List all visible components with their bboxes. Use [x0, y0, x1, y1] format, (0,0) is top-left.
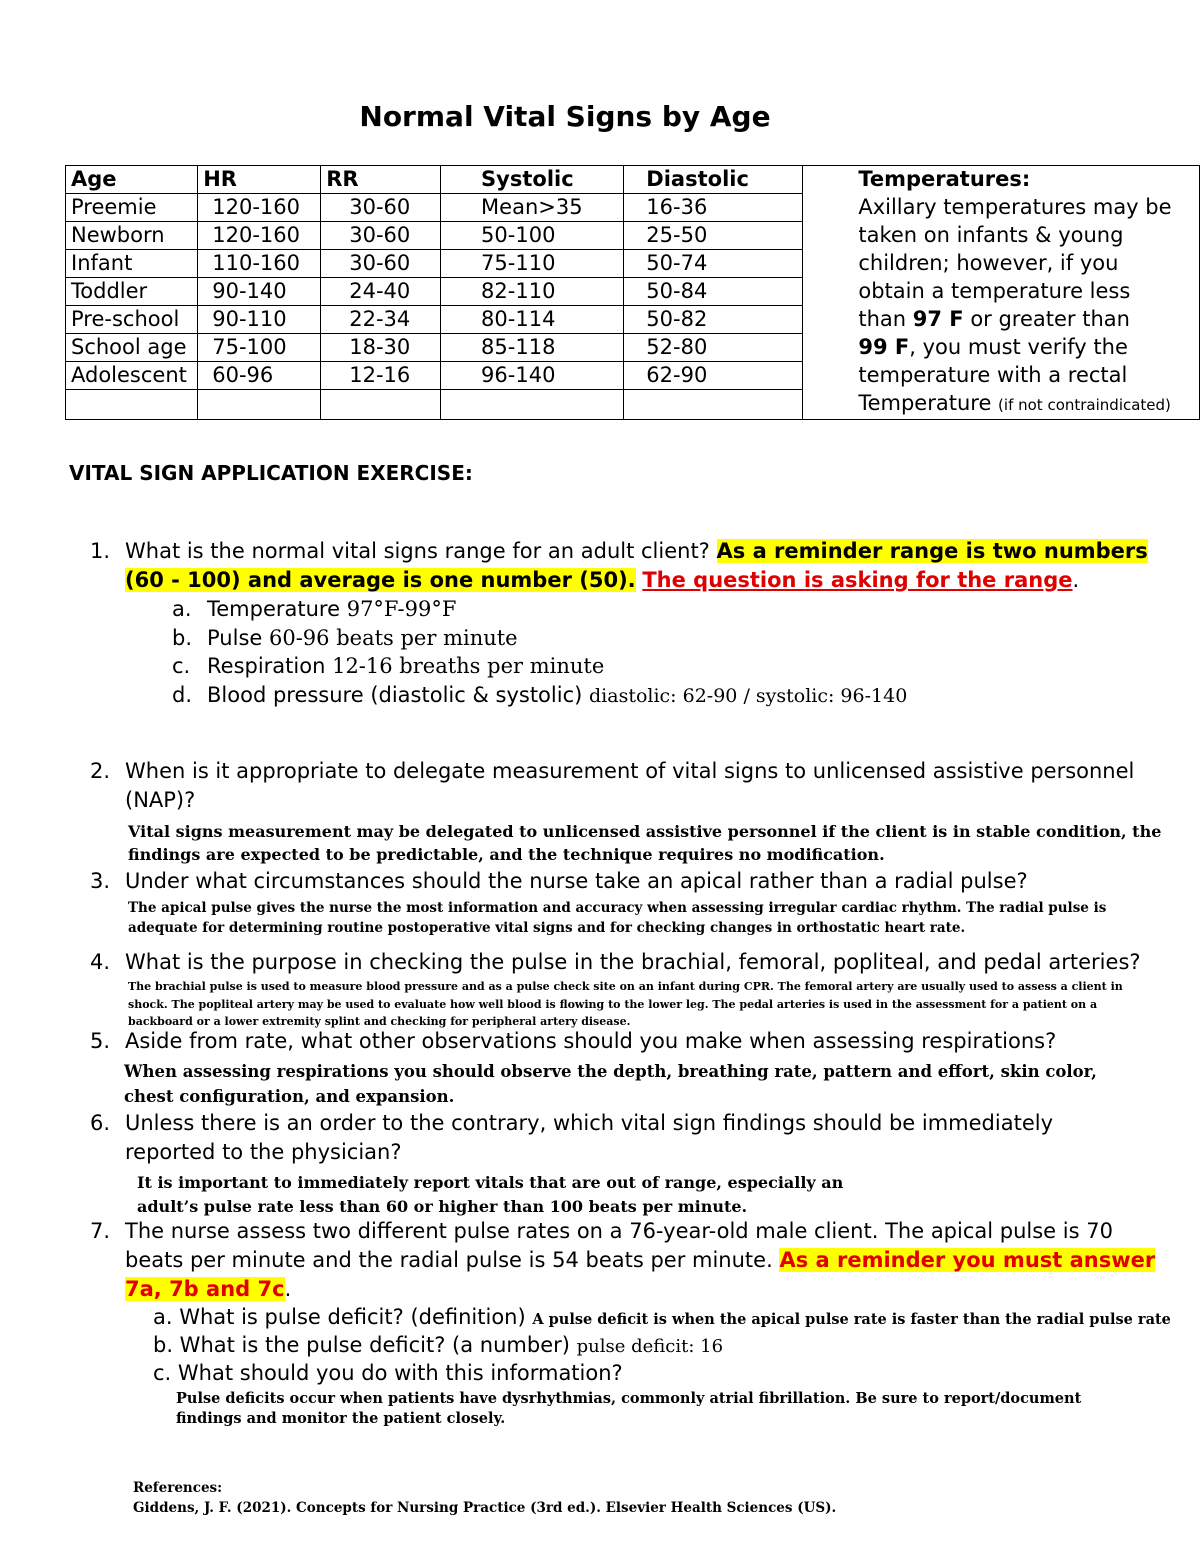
table-row: [66, 250, 1200, 278]
cell-diastolic: 50-82: [624, 306, 803, 334]
item-label: b.: [172, 626, 193, 650]
cell-temperature-note: taken on infants & young: [803, 222, 1200, 250]
answer-line: When assessing respirations you should observe the depth, breathing rate, pattern and effort, skin color,: [124, 1062, 1097, 1081]
question-text: [125, 1217, 1155, 1304]
period: .: [1072, 568, 1080, 592]
cell-hr: 120-160: [198, 222, 321, 250]
cell-hr: 90-110: [198, 306, 321, 334]
list-item: [172, 681, 908, 710]
cell-diastolic: 50-74: [624, 250, 803, 278]
table-row: [66, 390, 1200, 420]
temp-text: Temperature: [858, 390, 999, 415]
question-line: What is the purpose in checking the pulse in the brachial, femoral, popliteal, and pedal arteries?: [125, 950, 1141, 974]
answer-7c: [176, 1389, 1081, 1429]
question-number: 6.: [89, 1111, 110, 1135]
page-title: Normal Vital Signs by Age: [359, 100, 771, 133]
cell-rr: 24-40: [321, 278, 441, 306]
list-item: [153, 1331, 723, 1361]
temp-text: , you must verify the: [909, 335, 1128, 359]
question-text: [125, 537, 1148, 595]
question-line: When is it appropriate to delegate measurement of vital signs to unlicensed assistive personnel: [125, 759, 1135, 783]
list-item: [172, 624, 518, 653]
item-answer: A pulse deficit is when the apical pulse rate is faster than the radial pulse rate: [532, 1311, 1171, 1328]
cell-diastolic: 62-90: [624, 362, 803, 390]
question-line: beats per minute and the radial pulse is 54 beats per minute.: [125, 1248, 780, 1272]
table-row: [66, 278, 1200, 306]
table-row: [66, 334, 1200, 362]
cell-temperature-note: Axillary temperatures may be: [803, 194, 1200, 222]
question-number: 5.: [89, 1029, 110, 1053]
item-text: Blood pressure (diastolic & systolic): [207, 683, 589, 707]
answer-line: Pulse deficits occur when patients have dysrhythmias, commonly atrial fibrillation. Be sure to report/document: [176, 1390, 1082, 1407]
question-line: (NAP)?: [125, 788, 196, 812]
references-heading: References:: [133, 1480, 223, 1496]
table-header-row: [66, 166, 1200, 194]
cell-age: Preemie: [66, 194, 198, 222]
item-label: a.: [172, 597, 192, 621]
cell-temperature-note: [803, 390, 1200, 420]
references: [133, 1478, 836, 1518]
temp-footnote: (if not contraindicated): [998, 395, 1171, 414]
cell-diastolic: 50-84: [624, 278, 803, 306]
table-row: [66, 222, 1200, 250]
cell-age: School age: [66, 334, 198, 362]
question-text: [125, 867, 1028, 896]
question-number: 3.: [89, 869, 110, 893]
cell-systolic: 82-110: [441, 278, 624, 306]
answer-2: [128, 820, 1161, 866]
cell-empty: [624, 390, 803, 420]
cell-rr: 30-60: [321, 194, 441, 222]
cell-hr: 60-96: [198, 362, 321, 390]
item-answer: 97°F-99°F: [346, 597, 457, 621]
cell-empty: [198, 390, 321, 420]
question-text: [125, 1027, 1056, 1056]
item-text: a. What is pulse deficit? (definition): [153, 1305, 533, 1329]
cell-empty: [321, 390, 441, 420]
answer-line: Vital signs measurement may be delegated to unlicensed assistive personnel if the client is in stable condition, the: [128, 822, 1162, 841]
question-line: Unless there is an order to the contrary, which vital sign findings should be immediately: [125, 1111, 1054, 1135]
item-text: Pulse: [207, 626, 269, 650]
answer-line: adequate for determining routine postoperative vital signs and for checking changes in orthostatic heart rate.: [128, 920, 966, 936]
cell-age: Infant: [66, 250, 198, 278]
answer-line: The brachial pulse is used to measure blood pressure and as a pulse check site on an infant during CPR. The femoral artery are usually used to assess a client in: [128, 980, 1123, 993]
answer-line: chest configuration, and expansion.: [124, 1087, 455, 1106]
answer-line: adult’s pulse rate less than 60 or higher than 100 beats per minute.: [137, 1197, 748, 1216]
cell-empty: [66, 390, 198, 420]
answer-4: [128, 978, 1123, 1031]
question-text: [125, 1109, 1053, 1167]
cell-temperature-note: temperature with a rectal: [803, 362, 1200, 390]
cell-rr: 18-30: [321, 334, 441, 362]
item-label: d.: [172, 683, 193, 707]
answer-line: findings and monitor the patient closely.: [176, 1410, 506, 1427]
cell-age: Toddler: [66, 278, 198, 306]
cell-systolic: 75-110: [441, 250, 624, 278]
list-item: [172, 652, 605, 681]
item-answer: 12-16 breaths per minute: [332, 654, 605, 678]
cell-temperature-note: [803, 334, 1200, 362]
cell-age: Pre-school: [66, 306, 198, 334]
question-number: 2.: [89, 759, 110, 783]
cell-rr: 30-60: [321, 250, 441, 278]
header-rr: RR: [321, 166, 441, 194]
table-row: [66, 306, 1200, 334]
cell-hr: 120-160: [198, 194, 321, 222]
question-number: 7.: [89, 1219, 110, 1243]
answer-5: [124, 1059, 1097, 1109]
question-line: The nurse assess two different pulse rates on a 76-year-old male client. The apical pulse is 70: [125, 1219, 1113, 1243]
item-label: c.: [172, 654, 191, 678]
cell-hr: 75-100: [198, 334, 321, 362]
cell-diastolic: 25-50: [624, 222, 803, 250]
item-answer: 60-96 beats per minute: [268, 626, 518, 650]
item-answer: pulse deficit: 16: [576, 1336, 724, 1357]
list-item: [153, 1303, 1171, 1334]
item-text: c. What should you do with this information?: [153, 1361, 623, 1385]
question-line: Aside from rate, what other observations should you make when assessing respirations?: [125, 1029, 1057, 1053]
section-title: VITAL SIGN APPLICATION EXERCISE:: [69, 461, 473, 485]
question-number: 4.: [89, 950, 110, 974]
question-number: 1.: [89, 539, 110, 563]
temp-threshold-high: 99 F: [858, 335, 910, 359]
cell-systolic: 50-100: [441, 222, 624, 250]
period: .: [284, 1277, 292, 1301]
cell-systolic: 85-118: [441, 334, 624, 362]
temp-text: than: [858, 307, 913, 331]
cell-temperature-note: children; however, if you: [803, 250, 1200, 278]
header-age: Age: [66, 166, 198, 194]
vital-signs-table: [65, 165, 1200, 420]
question-text: [125, 948, 1141, 977]
reminder-highlight: 7a, 7b and 7c: [125, 1277, 285, 1301]
list-item: [172, 595, 457, 624]
table-row: [66, 362, 1200, 390]
item-answer: diastolic: 62-90 / systolic: 96-140: [589, 685, 908, 707]
answer-3: [128, 898, 1106, 938]
answer-line: backboard or a lower extremity splint and checking for peripheral artery disease.: [128, 1015, 631, 1028]
reminder-highlight: As a reminder range is two numbers: [716, 539, 1148, 563]
question-line: reported to the physician?: [125, 1140, 402, 1164]
temp-text: or greater than: [963, 307, 1130, 331]
range-note: The question is asking for the range: [642, 568, 1073, 592]
list-item: [153, 1359, 623, 1388]
cell-hr: 90-140: [198, 278, 321, 306]
header-diastolic: Diastolic: [624, 166, 803, 194]
cell-temperature-note: obtain a temperature less: [803, 278, 1200, 306]
header-temperatures: Temperatures:: [803, 166, 1200, 194]
cell-rr: 30-60: [321, 222, 441, 250]
cell-diastolic: 52-80: [624, 334, 803, 362]
reminder-highlight: (60 - 100) and average is one number (50).: [125, 568, 636, 592]
temp-threshold-low: 97 F: [912, 307, 964, 331]
answer-line: The apical pulse gives the nurse the most information and accuracy when assessing irregular cardiac rhythm. The radial pulse is: [128, 900, 1107, 916]
cell-systolic: 80-114: [441, 306, 624, 334]
cell-temperature-note: [803, 306, 1200, 334]
cell-rr: 12-16: [321, 362, 441, 390]
table-row: [66, 194, 1200, 222]
cell-rr: 22-34: [321, 306, 441, 334]
cell-diastolic: 16-36: [624, 194, 803, 222]
cell-age: Newborn: [66, 222, 198, 250]
cell-empty: [441, 390, 624, 420]
item-text: Temperature: [207, 597, 347, 621]
item-text: Respiration: [207, 654, 333, 678]
answer-line: shock. The popliteal artery may be used to evaluate how well blood is flowing to the lower leg. The pedal arteries is used in the assessment for a patient on a: [128, 997, 1098, 1011]
reminder-highlight: As a reminder you must answer: [779, 1248, 1156, 1272]
cell-systolic: 96-140: [441, 362, 624, 390]
cell-systolic: Mean>35: [441, 194, 624, 222]
cell-age: Adolescent: [66, 362, 198, 390]
header-hr: HR: [198, 166, 321, 194]
question-line: Under what circumstances should the nurse take an apical rather than a radial pulse?: [125, 869, 1028, 893]
answer-line: It is important to immediately report vitals that are out of range, especially an: [137, 1173, 844, 1192]
question-prompt: What is the normal vital signs range for an adult client?: [125, 539, 717, 563]
header-systolic: Systolic: [441, 166, 624, 194]
answer-line: findings are expected to be predictable, and the technique requires no modification.: [128, 845, 885, 864]
item-text: b. What is the pulse deficit? (a number): [153, 1333, 577, 1357]
reference-citation: Giddens, J. F. (2021). Concepts for Nursing Practice (3rd ed.). Elsevier Health Sciences (US).: [133, 1500, 837, 1516]
cell-hr: 110-160: [198, 250, 321, 278]
answer-6: [137, 1171, 843, 1219]
question-text: [125, 757, 1134, 815]
